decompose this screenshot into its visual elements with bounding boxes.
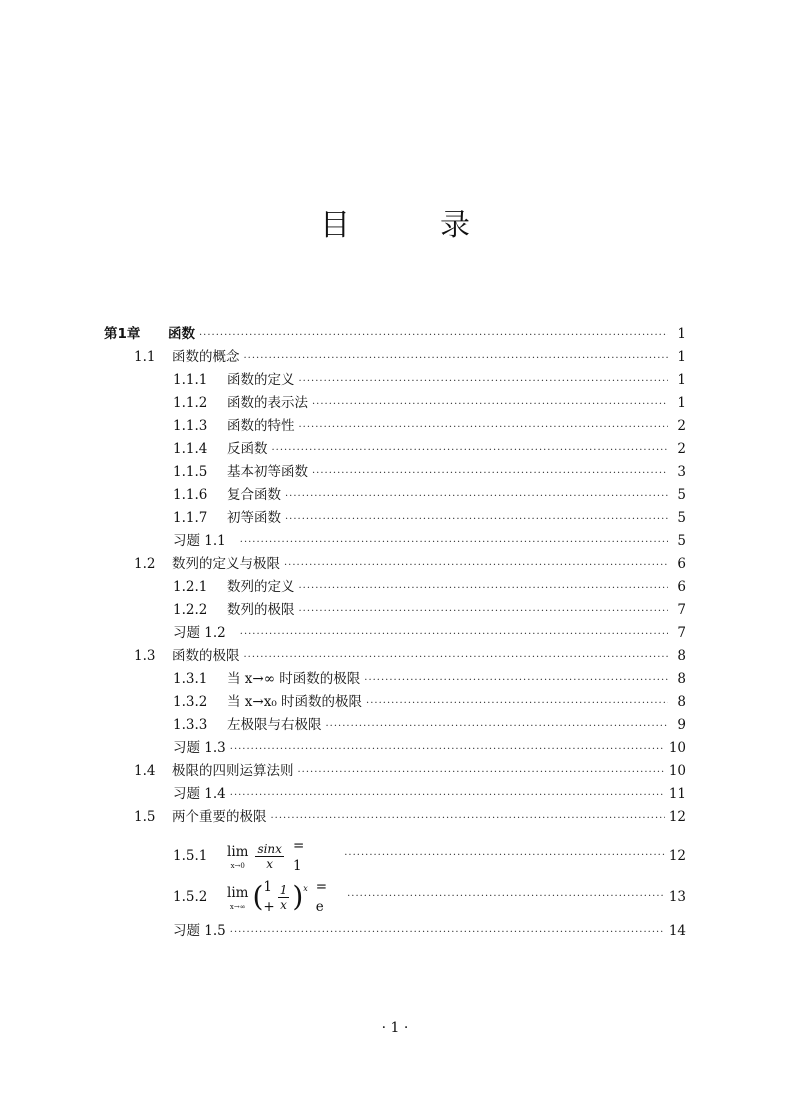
toc-page: 12	[668, 848, 686, 864]
toc-page: 2	[677, 441, 686, 457]
toc-entry-1-5-2[interactable]	[173, 878, 686, 916]
toc-number: 1.5.2	[173, 889, 208, 905]
toc-page: 6	[677, 579, 686, 595]
toc-page: 8	[677, 648, 686, 664]
left-paren: (	[252, 880, 264, 913]
formula-sinx-limit	[227, 836, 304, 876]
lim-subscript: x→∞	[229, 903, 246, 911]
leader-dots	[312, 464, 668, 484]
formula-e-limit	[227, 877, 327, 917]
toc-page: 7	[677, 602, 686, 618]
toc-number: 1.3	[134, 648, 156, 664]
leader-dots	[347, 887, 665, 907]
toc-number: 1.1.7	[173, 510, 208, 526]
toc-number: 1.1	[134, 349, 156, 365]
toc-page: 8	[677, 671, 686, 687]
toc-entry-1-1-3[interactable]	[173, 416, 686, 436]
toc-number: 1.5	[134, 809, 156, 825]
toc-text: 两个重要的极限	[172, 809, 267, 825]
toc-page: 3	[677, 464, 686, 480]
toc-text: 数列的定义	[227, 579, 295, 595]
toc-page: 9	[677, 717, 686, 733]
toc-page: 7	[677, 625, 686, 641]
toc-text: 当 x→∞ 时函数的极限	[227, 671, 361, 687]
toc-entry-1-1[interactable]	[134, 347, 686, 367]
toc-page: 1	[677, 349, 686, 365]
leader-dots	[244, 648, 669, 668]
numerator: 1	[279, 882, 288, 897]
toc-entry-1-1-2[interactable]	[173, 393, 686, 413]
toc-number: 1.1.4	[173, 441, 208, 457]
toc-text: 左极限与右极限	[227, 717, 322, 733]
toc-text: 初等函数	[227, 510, 281, 526]
fraction	[278, 883, 290, 912]
toc-entry-exercise-1-4[interactable]	[173, 784, 686, 804]
toc-entry-1-2-1[interactable]	[173, 577, 686, 597]
toc-entry-1-1-1[interactable]	[173, 370, 686, 390]
fraction	[255, 842, 284, 871]
toc-number: 1.3.2	[173, 694, 208, 710]
limit-operator	[227, 842, 248, 870]
leader-dots	[285, 487, 668, 507]
right-paren: )	[292, 880, 304, 913]
toc-number: 1.3.1	[173, 671, 208, 687]
toc-text: 函数的特性	[227, 418, 295, 434]
toc-entry-1-1-4[interactable]	[173, 439, 686, 459]
leader-dots	[326, 717, 669, 737]
page-title: 目 录	[320, 208, 500, 243]
toc-number: 1.2	[134, 556, 156, 572]
leader-dots	[299, 579, 669, 599]
toc-entry-1-1-7[interactable]	[173, 508, 686, 528]
toc-page: 1	[677, 326, 686, 342]
toc-number: 1.2.2	[173, 602, 208, 618]
leader-dots	[272, 441, 669, 461]
toc-entry-1-3-2[interactable]	[173, 692, 686, 712]
leader-dots	[344, 846, 665, 866]
leader-dots	[230, 786, 665, 806]
toc-number: 1.1.6	[173, 487, 208, 503]
lim-subscript: x→0	[230, 862, 245, 870]
toc-entry-1-1-6[interactable]	[173, 485, 686, 505]
leader-dots	[230, 740, 665, 760]
toc-entry-1-5-1[interactable]	[173, 838, 686, 874]
toc-page: 11	[668, 786, 686, 802]
toc-entry-1-4[interactable]	[134, 761, 686, 781]
toc-page: 1	[677, 372, 686, 388]
leader-dots	[298, 763, 665, 783]
toc-number: 1.1.3	[173, 418, 208, 434]
leader-dots	[240, 625, 668, 645]
toc-number: 1.4	[134, 763, 156, 779]
toc-number: 第1章	[104, 326, 141, 342]
toc-text: 函数的表示法	[227, 395, 308, 411]
toc-page: 2	[677, 418, 686, 434]
toc-entry-1-3[interactable]	[134, 646, 686, 666]
limit-operator	[227, 883, 248, 911]
toc-number: 1.5.1	[173, 848, 208, 864]
leader-dots	[284, 556, 668, 576]
toc-text: 基本初等函数	[227, 464, 308, 480]
toc-text: 习题 1.1	[173, 533, 226, 549]
toc-page: 14	[668, 923, 686, 939]
denominator: x	[266, 856, 274, 871]
toc-page: 12	[668, 809, 686, 825]
toc-text: 当 x→x₀ 时函数的极限	[227, 694, 363, 710]
toc-text: 习题 1.5	[173, 923, 226, 939]
exponent: x	[303, 884, 308, 893]
toc-page: 1	[677, 395, 686, 411]
lim-text: lim	[227, 885, 249, 901]
toc-page: 8	[677, 694, 686, 710]
toc-entry-1-3-1[interactable]	[173, 669, 686, 689]
toc-entry-exercise-1-5[interactable]	[173, 921, 686, 941]
toc-text: 复合函数	[227, 487, 281, 503]
leader-dots	[244, 349, 669, 369]
leader-dots	[240, 533, 668, 553]
toc-entry-1-2-2[interactable]	[173, 600, 686, 620]
leader-dots	[271, 809, 665, 829]
toc-text: 函数的定义	[227, 372, 295, 388]
toc-number: 1.1.5	[173, 464, 208, 480]
toc-entry-1-1-5[interactable]	[173, 462, 686, 482]
numerator: sinx	[257, 841, 282, 856]
denominator: x	[280, 897, 287, 912]
toc-page: 10	[668, 740, 686, 756]
rhs: = e	[315, 879, 328, 915]
toc-entry-chapter-1[interactable]	[104, 324, 686, 344]
rhs: = 1	[292, 838, 305, 874]
leader-dots	[299, 602, 669, 622]
toc-text: 反函数	[227, 441, 268, 457]
leader-dots	[285, 510, 668, 530]
leader-dots	[364, 671, 668, 691]
toc-entry-1-2[interactable]	[134, 554, 686, 574]
leader-dots	[366, 694, 668, 714]
toc-text: 习题 1.4	[173, 786, 226, 802]
toc-page: 10	[668, 763, 686, 779]
toc-page: 13	[668, 889, 686, 905]
toc-text: 函数	[168, 326, 195, 342]
toc-entry-1-3-3[interactable]	[173, 715, 686, 735]
one-plus: 1 +	[263, 879, 275, 915]
toc-entry-exercise-1-3[interactable]	[173, 738, 686, 758]
toc-number: 1.3.3	[173, 717, 208, 733]
toc-entry-1-5[interactable]	[134, 807, 686, 827]
toc-text: 数列的极限	[227, 602, 295, 618]
leader-dots	[299, 418, 669, 438]
toc-number: 1.2.1	[173, 579, 208, 595]
leader-dots	[299, 372, 669, 392]
lim-text: lim	[227, 844, 249, 860]
toc-page: 5	[677, 533, 686, 549]
toc-text: 极限的四则运算法则	[172, 763, 294, 779]
toc-text: 习题 1.2	[173, 625, 226, 641]
toc-text: 数列的定义与极限	[172, 556, 280, 572]
leader-dots	[230, 923, 665, 943]
page-number: · 1 ·	[381, 1020, 409, 1036]
toc-entry-exercise-1-2[interactable]	[173, 623, 686, 643]
toc-page: 6	[677, 556, 686, 572]
toc-page: 5	[677, 487, 686, 503]
leader-dots	[312, 395, 668, 415]
toc-page: 5	[677, 510, 686, 526]
toc-entry-exercise-1-1[interactable]	[173, 531, 686, 551]
toc-number: 1.1.2	[173, 395, 208, 411]
toc-number: 1.1.1	[173, 372, 208, 388]
toc-text: 函数的极限	[172, 648, 240, 664]
toc-text: 习题 1.3	[173, 740, 226, 756]
leader-dots	[199, 326, 668, 346]
toc-text: 函数的概念	[172, 349, 240, 365]
